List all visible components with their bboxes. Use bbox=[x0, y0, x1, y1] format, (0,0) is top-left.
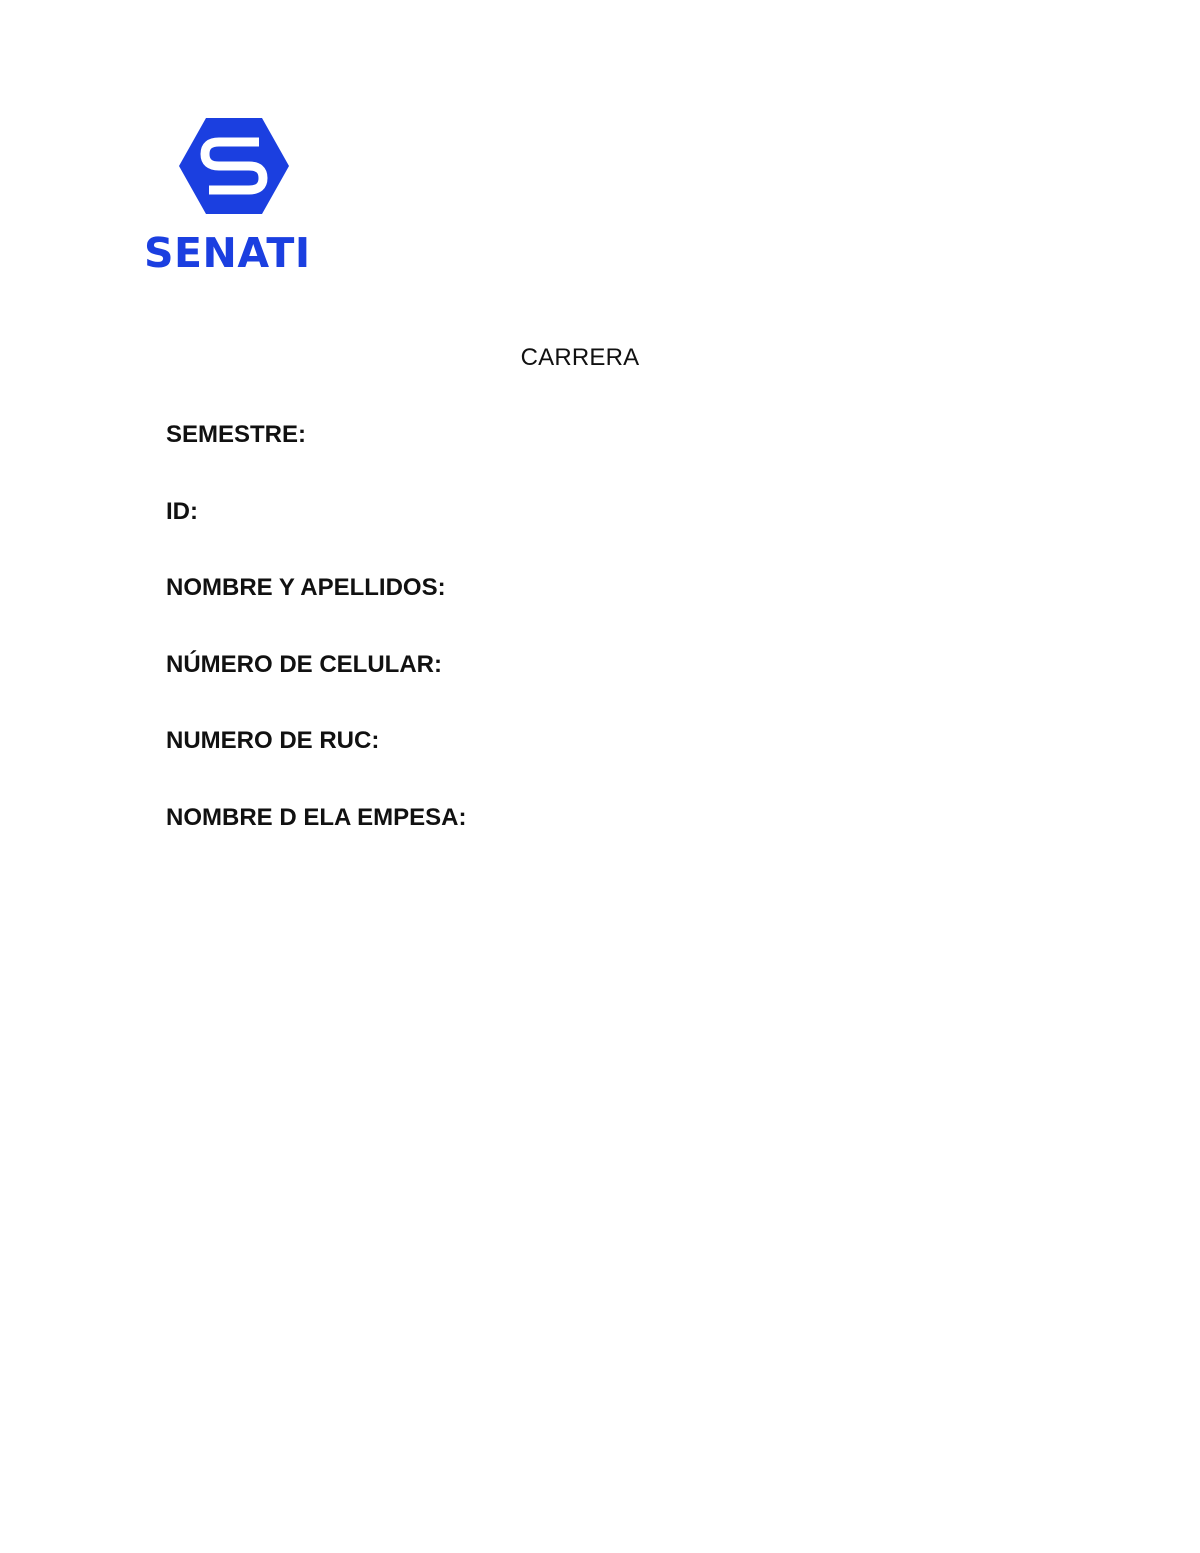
field-company-name-label: NOMBRE D ELA EMPESA: bbox=[166, 803, 467, 831]
field-full-name-label: NOMBRE Y APELLIDOS: bbox=[166, 574, 446, 601]
senati-logo bbox=[144, 118, 326, 278]
senati-hexagon-s-icon bbox=[179, 118, 289, 214]
logo-wordmark: SENATI bbox=[144, 229, 311, 277]
field-id-label: ID: bbox=[166, 497, 198, 525]
field-phone-number-label: NÚMERO DE CELULAR: bbox=[166, 650, 442, 678]
field-semester-label: SEMESTRE: bbox=[166, 421, 307, 448]
student-info-fields bbox=[166, 417, 1066, 876]
career-title: CARRERA bbox=[520, 344, 640, 371]
field-ruc-number-label: NUMERO DE RUC: bbox=[166, 727, 380, 754]
